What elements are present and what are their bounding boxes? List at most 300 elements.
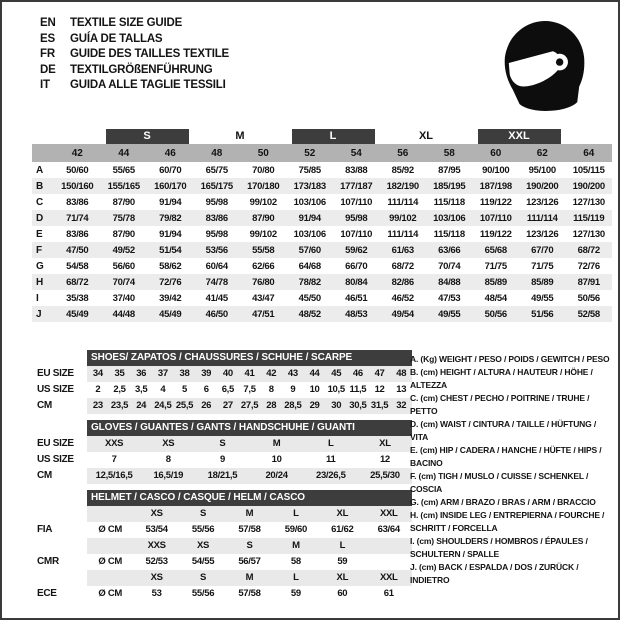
size-number-cell: 64 — [566, 144, 613, 162]
row-cells — [87, 506, 412, 522]
corner-cell — [32, 128, 54, 144]
shoes-row — [37, 398, 412, 414]
shoe-size-cell: 37 — [157, 368, 168, 379]
measurement-cell: 51/54 — [147, 242, 194, 258]
legend-item: C. (cm) CHEST / PECHO / POITRINE / TRUHE / PETTO — [410, 393, 590, 416]
measurement-cell: 74/78 — [194, 274, 241, 290]
row-cells — [87, 538, 412, 554]
measurement-cell: 70/74 — [438, 260, 461, 272]
helmet-size-cell: S — [200, 572, 207, 583]
measurement-row-label: B — [32, 178, 54, 194]
helmet-icon — [500, 18, 588, 112]
helmet-sizes-row — [37, 570, 412, 586]
helmet-unit-cell: Ø CM — [98, 524, 123, 535]
helmet-value-cell: 57/58 — [238, 588, 261, 599]
helmet-size-cell — [366, 538, 412, 554]
measurement-cell: 47/50 — [54, 242, 101, 258]
measurement-cell: 65/68 — [473, 242, 520, 258]
gloves-title: GLOVES / GUANTES / GANTS / HANDSCHUHE / GUANTI — [87, 420, 412, 436]
language-line — [40, 78, 229, 94]
measurement-cell: 55/65 — [112, 164, 135, 176]
measurement-cell: 107/110 — [340, 228, 373, 240]
language-code: DE — [40, 63, 56, 76]
measurement-cell: 47/51 — [240, 306, 287, 322]
helmet-standard-label: CMR — [37, 556, 59, 567]
shoes-title: SHOES/ ZAPATOS / CHAUSSURES / SCHUHE / SCARPE — [87, 350, 412, 366]
row-cells — [87, 468, 412, 484]
helmet-values-row — [37, 522, 412, 538]
helmet-values-row — [37, 554, 412, 570]
helmet-value-cell: 53/54 — [145, 524, 168, 535]
measurement-cell: 103/106 — [426, 210, 473, 226]
measurement-cell: 71/74 — [54, 210, 101, 226]
measurement-cell: 61/63 — [380, 242, 427, 258]
glove-size-cell: 9 — [219, 454, 225, 465]
language-list — [40, 16, 229, 94]
helmet-value-cell: 63/64 — [377, 524, 400, 535]
row-cells — [87, 436, 412, 452]
helmet-values-row — [37, 586, 412, 602]
row-cells — [87, 452, 412, 468]
size-band-cell — [380, 128, 473, 144]
measurement-cell: 127/130 — [572, 196, 605, 208]
measurement-cell: 79/82 — [147, 210, 194, 226]
measurement-cell: 119/122 — [479, 228, 512, 240]
spacer — [37, 570, 87, 586]
measurement-legend — [410, 353, 612, 587]
shoe-size-cell: 26 — [201, 400, 212, 411]
measurement-cell: 127/130 — [572, 228, 605, 240]
measurement-cell: 160/170 — [147, 178, 194, 194]
measurement-cell: 72/76 — [577, 260, 600, 272]
size-band-label: L — [292, 129, 375, 144]
gloves-row — [37, 452, 412, 468]
glove-size-cell: M — [272, 438, 281, 449]
measurement-cell: 54/58 — [66, 260, 89, 272]
size-number-cell: 42 — [54, 144, 101, 162]
shoe-size-cell: 2,5 — [113, 384, 126, 395]
row-cells — [87, 366, 412, 382]
measurement-cell: 185/195 — [426, 178, 473, 194]
row-cells — [87, 554, 412, 570]
shoe-size-cell: 6 — [203, 384, 209, 395]
helmet-size-cell: XS — [150, 508, 163, 519]
measurement-cell: 67/70 — [519, 242, 566, 258]
size-band-label: XXL — [478, 129, 561, 144]
spacer — [37, 350, 87, 366]
measurement-row — [32, 178, 612, 194]
helmet-value-cell: 61/62 — [331, 524, 354, 535]
helmet-value-cell: 53 — [151, 588, 162, 599]
measurement-cell: 173/183 — [287, 178, 334, 194]
measurement-cell: 70/74 — [101, 274, 148, 290]
measurement-cell: 95/98 — [205, 196, 228, 208]
glove-size-cell: 20/24 — [265, 470, 288, 481]
row-label: US SIZE — [37, 384, 74, 395]
measurement-row — [32, 210, 612, 226]
measurement-row-label: C — [36, 196, 43, 208]
helmet-size-cell: XS — [150, 572, 163, 583]
measurement-cell: 80/84 — [333, 274, 380, 290]
legend-item: A. (Kg) WEIGHT / PESO / POIDS / GEWITCH / PESO — [410, 354, 610, 364]
glove-size-cell: 18/21,5 — [207, 470, 238, 481]
unit-placeholder — [87, 538, 133, 554]
helmet-size-cell: XXL — [379, 508, 398, 519]
helmet-table — [37, 490, 412, 602]
measurement-cell: 58/62 — [159, 260, 182, 272]
row-label: CM — [37, 400, 52, 411]
language-text: TEXTILE SIZE GUIDE — [70, 17, 183, 29]
helmet-size-cell: L — [293, 508, 299, 519]
measurement-cell: 103/106 — [293, 196, 326, 208]
helmet-value-cell — [366, 554, 412, 570]
measurement-cell: 99/102 — [249, 228, 277, 240]
helmet-size-cell: XXS — [147, 540, 166, 551]
helmet-size-cell: L — [339, 540, 346, 551]
measurement-cell: 105/115 — [572, 164, 605, 176]
spacer — [37, 490, 87, 506]
helmet-size-cell: M — [245, 572, 254, 583]
shoe-size-cell: 31,5 — [370, 400, 389, 411]
spacer — [37, 420, 87, 436]
shoe-size-cell: 48 — [396, 368, 407, 379]
helmet-value-cell: 54/55 — [191, 556, 215, 567]
measurement-cell: 150/160 — [54, 178, 101, 194]
shoe-size-cell: 2 — [95, 384, 101, 395]
spacer — [37, 506, 87, 522]
size-number-cell: 60 — [473, 144, 520, 162]
row-cells — [87, 398, 412, 414]
size-number-cell: 52 — [287, 144, 334, 162]
shoe-size-cell: 24 — [136, 400, 147, 411]
measurement-row-label: F — [32, 242, 54, 258]
spacer — [37, 538, 87, 554]
measurement-row — [32, 242, 612, 258]
glove-size-cell: S — [219, 438, 226, 449]
helmet-size-cell: M — [245, 508, 254, 519]
helmet-size-cell: XL — [336, 508, 349, 519]
language-code: FR — [40, 48, 55, 60]
measurement-cell: 85/89 — [519, 274, 566, 290]
row-label: EU SIZE — [37, 438, 74, 449]
measurement-cell: 45/50 — [298, 292, 321, 304]
shoe-size-cell: 44 — [309, 368, 320, 379]
language-code: IT — [40, 79, 50, 91]
language-code: EN — [40, 17, 56, 29]
accessory-tables — [37, 350, 412, 608]
measurement-cell: 64/68 — [298, 260, 321, 272]
gloves-title-row — [37, 420, 412, 436]
corner-cell — [32, 144, 54, 162]
measurement-cell: 177/187 — [333, 178, 380, 194]
shoe-size-cell: 10 — [309, 384, 320, 395]
shoe-size-cell: 45 — [331, 368, 342, 379]
measurement-cell: 65/75 — [205, 164, 228, 176]
shoe-size-cell: 46 — [352, 368, 363, 379]
row-label: US SIZE — [37, 454, 74, 465]
helmet-size-cell: L — [293, 572, 299, 583]
measurement-cell: 115/119 — [566, 210, 613, 226]
gloves-rows — [37, 436, 412, 484]
shoe-size-cell: 6,5 — [221, 384, 235, 395]
measurement-cell: 165/175 — [194, 178, 241, 194]
glove-size-cell: 25,5/30 — [370, 470, 400, 481]
measurement-row-label: G — [36, 260, 44, 272]
measurement-row — [32, 194, 612, 210]
measurement-cell: 91/94 — [287, 210, 334, 226]
helmet-size-cell: XXL — [379, 572, 398, 583]
helmet-value-cell: 60 — [337, 588, 348, 599]
measurement-cell: 123/126 — [526, 196, 559, 208]
measurement-cell: 87/95 — [438, 164, 461, 176]
size-band-cell — [287, 128, 380, 144]
measurement-cell: 68/72 — [391, 260, 414, 272]
measurement-cell: 37/40 — [112, 292, 135, 304]
shoe-size-cell: 3,5 — [135, 384, 148, 395]
shoe-size-cell: 28 — [266, 400, 277, 411]
measurement-cell: 103/106 — [293, 228, 326, 240]
size-number-cell: 56 — [380, 144, 427, 162]
measurement-cell: 59/62 — [333, 242, 380, 258]
shoe-size-cell: 43 — [287, 368, 298, 379]
helmet-title: HELMET / CASCO / CASQUE / HELM / CASCO — [87, 490, 412, 506]
shoe-size-cell: 36 — [136, 368, 147, 379]
measurement-cell: 50/60 — [66, 164, 89, 176]
measurement-cell: 55/58 — [240, 242, 287, 258]
legend-item: H. (cm) INSIDE LEG / ENTREPIERNA / FOURCHE / SCHRITT / FORCELLA — [410, 510, 605, 533]
glove-size-cell: 8 — [165, 454, 171, 465]
size-band-label: S — [106, 129, 189, 144]
measurement-cell: 83/88 — [345, 164, 368, 176]
measurement-cell: 91/94 — [159, 228, 182, 240]
language-text: GUIDA ALLE TAGLIE TESSILI — [70, 79, 226, 91]
legend-item: F. (cm) TIGH / MUSLO / CUISSE / SCHENKEL / COSCIA — [410, 471, 589, 494]
shoe-size-cell: 30 — [331, 400, 342, 411]
language-line — [40, 63, 229, 79]
size-number-cell: 46 — [147, 144, 194, 162]
measurement-cell: 155/165 — [101, 178, 148, 194]
shoe-size-cell: 41 — [244, 368, 255, 379]
measurement-row-label: A — [36, 164, 43, 176]
measurement-cell: 71/75 — [531, 260, 554, 272]
size-band-label: XL — [418, 129, 434, 142]
measurement-cell: 75/78 — [101, 210, 148, 226]
measurement-cell: 82/86 — [380, 274, 427, 290]
shoe-size-cell: 23 — [92, 400, 103, 411]
measurement-cell: 95/98 — [333, 210, 380, 226]
language-text: GUIDE DES TAILLES TEXTILE — [70, 48, 229, 60]
size-band-label: M — [235, 129, 245, 142]
measurement-row-label: E — [36, 228, 43, 240]
measurement-cell: 46/51 — [345, 292, 368, 304]
measurement-cell: 91/94 — [159, 196, 182, 208]
measurement-cell: 87/90 — [112, 196, 135, 208]
measurement-cell: 182/190 — [380, 178, 427, 194]
legend-item: G. (cm) ARM / BRAZO / BRAS / ARM / BRACCIO — [410, 497, 596, 507]
measurement-cell: 72/76 — [147, 274, 194, 290]
glove-size-cell: 12,5/16,5 — [95, 470, 133, 481]
gloves-row — [37, 436, 412, 452]
size-band-cell — [194, 128, 287, 144]
size-number-cell: 54 — [333, 144, 380, 162]
measurement-row — [32, 306, 612, 322]
helmet-value-cell: 61 — [383, 588, 394, 599]
measurement-cell: 83/86 — [194, 210, 241, 226]
measurement-cell: 111/114 — [519, 210, 566, 226]
helmet-value-cell: 55/56 — [191, 524, 215, 535]
measurement-cell: 99/102 — [380, 210, 427, 226]
helmet-title-row — [37, 490, 412, 506]
row-cells — [87, 382, 412, 398]
measurement-cell: 85/92 — [391, 164, 414, 176]
glove-size-cell: XL — [379, 438, 391, 449]
measurement-cell: 47/53 — [438, 292, 461, 304]
unit-placeholder — [87, 506, 133, 522]
measurement-cell: 57/60 — [287, 242, 334, 258]
measurement-cell: 43/47 — [252, 292, 275, 304]
measurement-cell: 68/72 — [566, 242, 613, 258]
textile-size-table — [32, 128, 612, 322]
shoe-size-cell: 40 — [222, 368, 233, 379]
measurement-cell: 119/122 — [479, 196, 512, 208]
helmet-size-cell: XL — [336, 572, 349, 583]
measurement-cell: 87/91 — [566, 274, 613, 290]
measurement-cell: 187/198 — [473, 178, 520, 194]
measurement-row — [32, 274, 612, 290]
row-label: CM — [37, 470, 52, 481]
legend-item: D. (cm) WAIST / CINTURA / TAILLE / HÜFTUNG / VITA — [410, 419, 597, 442]
measurement-cell: 78/82 — [287, 274, 334, 290]
measurement-cell: 49/54 — [380, 306, 427, 322]
measurement-row-label: J — [32, 306, 54, 322]
helmet-standard-label: FIA — [37, 524, 53, 535]
measurement-cell: 50/56 — [577, 292, 600, 304]
helmet-value-cell: 56/57 — [238, 556, 261, 567]
measurement-cell: 48/52 — [287, 306, 334, 322]
measurement-cell: 45/49 — [54, 306, 101, 322]
size-band-cell — [54, 128, 101, 144]
helmet-size-cell: S — [246, 540, 253, 551]
shoe-size-cell: 24,5 — [154, 400, 172, 411]
size-number-cell: 50 — [240, 144, 287, 162]
measurement-cell: 170/180 — [240, 178, 287, 194]
helmet-size-cell: S — [200, 508, 207, 519]
measurement-cell: 107/110 — [473, 210, 520, 226]
shoe-size-cell: 27 — [222, 400, 233, 411]
size-number-cell: 48 — [194, 144, 241, 162]
glove-size-cell: 12 — [379, 454, 390, 465]
measurement-cell: 123/126 — [526, 228, 559, 240]
shoe-size-cell: 9 — [290, 384, 296, 395]
measurement-cell: 95/98 — [205, 228, 228, 240]
measurement-cell: 49/55 — [531, 292, 554, 304]
measurement-cell: 48/53 — [333, 306, 380, 322]
helmet-value-cell: 59 — [337, 556, 348, 567]
size-number-row — [32, 144, 612, 162]
size-number-cell: 44 — [101, 144, 148, 162]
measurement-cell: 84/88 — [426, 274, 473, 290]
glove-size-cell: XXS — [105, 438, 124, 449]
language-line — [40, 16, 229, 32]
shoes-title-row — [37, 350, 412, 366]
measurement-cell: 45/49 — [147, 306, 194, 322]
language-text: TEXTILGRÖßENFÜHRUNG — [70, 63, 213, 76]
glove-size-cell: 7 — [111, 454, 117, 465]
measurement-cell: 56/60 — [112, 260, 135, 272]
unit-placeholder — [87, 570, 133, 586]
measurement-cell: 49/52 — [101, 242, 148, 258]
row-cells — [87, 522, 412, 538]
helmet-value-cell: 59 — [290, 588, 301, 599]
measurement-cell: 51/56 — [519, 306, 566, 322]
shoe-size-cell: 30,5 — [349, 400, 367, 411]
helmet-sizes-row — [37, 538, 412, 554]
measurement-cell: 53/56 — [194, 242, 241, 258]
helmet-value-cell: 59/60 — [284, 524, 308, 535]
measurement-cell: 76/80 — [240, 274, 287, 290]
shoe-size-cell: 10,5 — [327, 384, 345, 395]
helmet-sizes-row — [37, 506, 412, 522]
shoe-size-cell: 29 — [309, 400, 320, 411]
measurement-cell: 41/45 — [205, 292, 228, 304]
shoe-size-cell: 5 — [182, 384, 188, 395]
measurement-cell: 35/38 — [66, 292, 89, 304]
measurement-cell: 75/85 — [298, 164, 321, 176]
measurement-cell: 85/89 — [473, 274, 520, 290]
language-line — [40, 32, 229, 48]
legend-item: I. (cm) SHOULDERS / HOMBROS / ÉPAULES / SCHULTERN / SPALLE — [410, 536, 588, 559]
shoe-size-cell: 47 — [374, 368, 385, 379]
glove-size-cell: 11 — [326, 454, 336, 465]
measurement-cell: 190/200 — [566, 178, 613, 194]
shoe-size-cell: 23,5 — [110, 400, 129, 411]
measurement-cell: 52/58 — [566, 306, 613, 322]
helmet-rows — [37, 506, 412, 602]
helmet-value-cell: 52/53 — [145, 556, 168, 567]
measurement-rows — [32, 162, 612, 322]
measurement-cell: 111/114 — [387, 196, 419, 208]
measurement-cell: 60/64 — [205, 260, 228, 272]
legend-item: J. (cm) BACK / ESPALDA / DOS / ZURÜCK / INDIETRO — [410, 562, 579, 585]
size-number-cell: 58 — [426, 144, 473, 162]
measurement-cell: 46/50 — [194, 306, 241, 322]
shoe-size-cell: 28,5 — [284, 400, 302, 411]
measurement-cell: 62/66 — [252, 260, 275, 272]
shoe-size-cell: 25,5 — [175, 400, 194, 411]
measurement-row — [32, 226, 612, 242]
measurement-cell: 99/102 — [249, 196, 277, 208]
measurement-row-label: H — [32, 274, 54, 290]
measurement-row-label: D — [32, 210, 54, 226]
measurement-cell: 46/52 — [391, 292, 414, 304]
measurement-cell: 70/80 — [252, 164, 275, 176]
size-number-cell: 62 — [519, 144, 566, 162]
helmet-value-cell: 58 — [290, 556, 301, 567]
shoe-size-cell: 38 — [179, 368, 190, 379]
shoe-size-cell: 7,5 — [243, 384, 256, 395]
measurement-row-label: I — [36, 292, 39, 304]
legend-item: E. (cm) HIP / CADERA / HANCHE / HÜFTE / HIPS / BACINO — [410, 445, 602, 468]
measurement-cell: 63/66 — [426, 242, 473, 258]
measurement-cell: 90/100 — [482, 164, 510, 176]
glove-size-cell: L — [328, 438, 334, 449]
helmet-unit-cell: Ø CM — [98, 588, 123, 599]
shoe-size-cell: 35 — [114, 368, 125, 379]
measurement-row — [32, 258, 612, 274]
measurement-row — [32, 162, 612, 178]
textile-size-table-head — [32, 128, 612, 162]
shoe-size-cell: 32 — [396, 400, 407, 411]
